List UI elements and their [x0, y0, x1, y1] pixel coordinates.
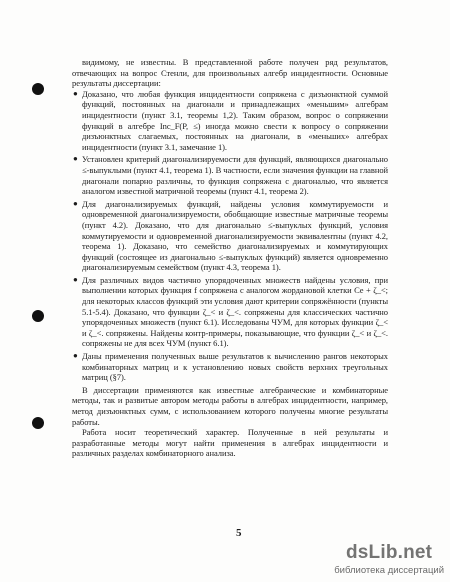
list-item — [72, 351, 388, 383]
list-item — [72, 199, 388, 273]
watermark-subtitle: библиотека диссертаций — [334, 565, 444, 576]
theory-paragraph: Работа носит теоретический характер. Полученные в ней результаты и разработанные методы могут найти применения в алгебрах инцидентности и различных разделах комбинаторного анализа. — [72, 427, 388, 459]
list-item-text: Доказано, что любая функция инцидентности сопряжена с дизъюнктной суммой функций, постоянных на диагонали и принадлежащих «меньшим» алгебрам инцидентности (пункт 3.1, теоремы 1,2). Таким образом, вопрос о сопряжении функций в алгебре Inc_F(P, ≤) иногда можно свести к вопросу о сопряжении дизъюнктных слагаемых, постоянных на диагонали, в «меньших» алгебрах инцидентности (пункт 3.1, замечание 1). — [82, 88, 388, 152]
list-item — [72, 275, 388, 349]
bullet-icon: ● — [73, 198, 78, 208]
document-body — [72, 57, 388, 459]
methods-paragraph: В диссертации применяются как известные алгебраические и комбинаторные методы, так и развитые автором методы работы в алгебрах инцидентности, например, метод дизъюнктных сумм, с использованием которого получены многие результаты работы. — [72, 384, 388, 427]
list-item-text: Установлен критерий диагонализируемости для функций, являющихся диагонально ≤-выпуклыми (пункт 4.1, теорема 1). В частности, если значения функции на главной диагонали попарно различны, то функция сопряжена с диагональю, что является аналогом известной матричной теоремы (пункт 4.1, теорема 2). — [82, 154, 389, 197]
list-item-text: Для различных видов частично упорядоченных множеств найдены условия, при выполнении которых функция f сопряжена с аналогом жордановой клетки Ce + ζ_<; для некоторых классов функций эти условия дают критерии сопряжённости (пункты 5.1-5.4). Доказано, что функции ζ_< и ζ_<. сопряжены для классических частично упорядоченных множеств (пункт 6.1). Исследованы ЧУМ, для которых функции ζ_< и ζ_<. сопряжены. Найдены контр-примеры, показывающие, что функции ζ_< и ζ_<. сопряжены не для всех ЧУМ (пункт 6.1). — [82, 274, 388, 349]
bullet-icon: ● — [73, 274, 78, 284]
bullet-icon: ● — [73, 88, 78, 98]
watermark-logo: dsLib.net — [345, 542, 433, 563]
list-item-text: Даны применения полученных выше результатов к вычислению рангов некоторых комбинаторных матриц и к установлению новых свойств верхних треугольных матриц (§7). — [82, 351, 388, 383]
bullet-icon: ● — [73, 351, 78, 361]
list-item — [72, 89, 388, 153]
results-list — [72, 89, 388, 383]
punch-hole — [32, 310, 44, 322]
punch-hole — [32, 417, 44, 429]
page-number: 5 — [236, 527, 242, 539]
punch-hole — [32, 83, 44, 95]
bullet-icon: ● — [73, 154, 78, 164]
list-item — [72, 154, 388, 196]
intro-paragraph: видимому, не известны. В представленной работе получен ряд результатов, отвечающих на вопрос Стенли, для произвольных алгебр инцидентности. Основные результаты диссертации: — [72, 57, 388, 89]
list-item-text: Для диагонализируемых функций, найдены условия коммутируемости и одновременной диагонализируемости, обобщающие известные матричные теоремы (пункт 4.2). Доказано, что для диагонально ≤-выпуклых функций, условия коммутируемости и одновременной диагонализируемости эквивалентны (пункт 4.2, теорема 1). Доказано, что семейство диагонализируемых и коммутирующих функций (состоящее из диагонально ≤-выпуклых функций) является одновременно диагонализируемым семейством (пункт 4.3, теорема 1). — [82, 198, 388, 273]
watermark — [334, 542, 444, 576]
